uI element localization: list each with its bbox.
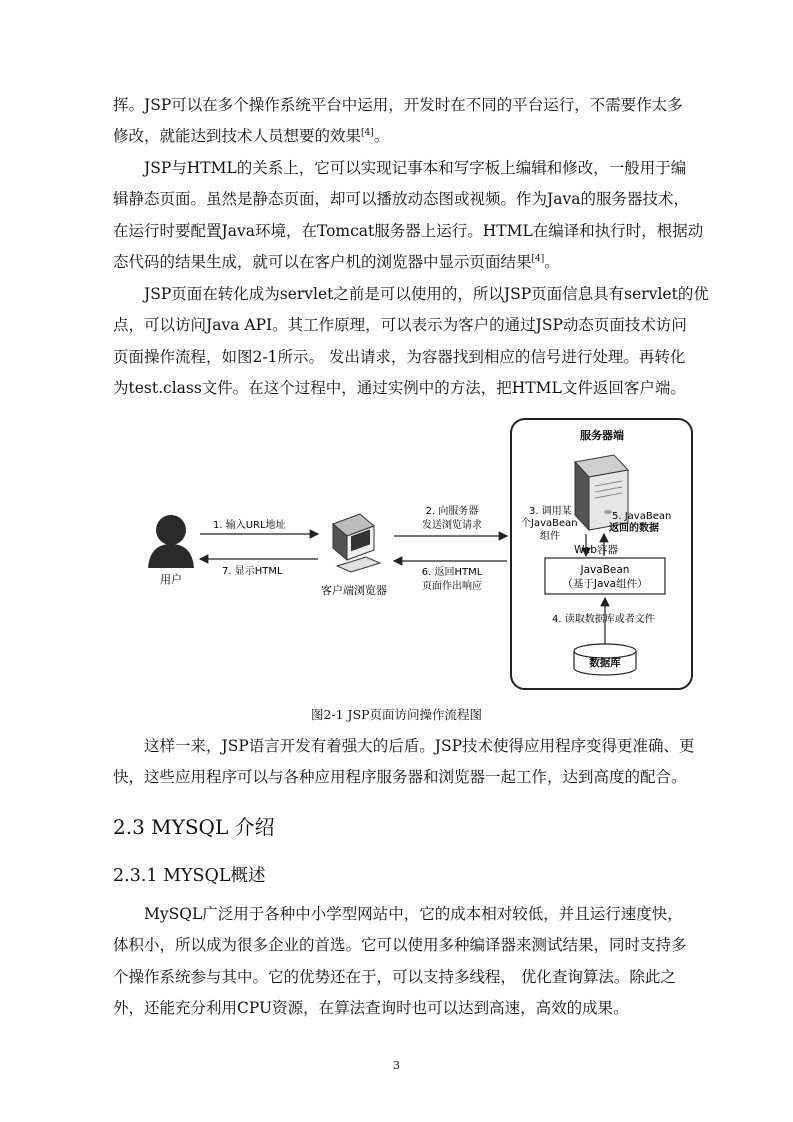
step4-label: 4. 读取数据库或者文件 [552,614,655,625]
text-line: MySQL广泛用于各种中小学型网站中，它的成本相对较低，并且运行速度快， [144,905,683,923]
user-label: 用户 [160,573,182,586]
step2-label: 发送浏览请求 [422,520,482,531]
text-line: 个操作系统参与其中。它的优势还在于，可以支持多线程， 优化查询算法。除此之 [113,967,676,986]
step7-label: 7. 显示HTML [222,566,283,577]
step6-label: 页面作出响应 [422,581,482,592]
text-line: 快，这些应用程序可以与各种应用程序服务器和浏览器一起工作，达到高度的配合。 [113,768,687,787]
paragraph-5 [113,899,695,1025]
text-line: 在运行时要配置Java环境，在Tomcat服务器上运行。HTML在编译和执行时，根据动 [113,221,704,240]
javabean-label: JavaBean [580,564,630,576]
section-heading: 2.3 MYSQL 介绍 [113,815,275,839]
step2-label: 2. 向服务器 [425,506,479,517]
text-line: 修改，就能达到技术人员想要的效果[4]。 [113,127,390,146]
step3-label: 3. 调用某 [529,506,572,517]
step3-label: 组件 [540,531,560,542]
step6-label: 6. 返回HTML [421,567,483,578]
text-line: JSP与HTML的关系上，它可以实现记事本和写字板上编辑和修改，一般用于编 [144,159,687,177]
text-line: 页面操作流程，如图2-1所示。 发出请求，为容器找到相应的信号进行处理。再转化 [113,347,686,366]
paragraph-4 [113,731,695,794]
text-line: 这样一来，JSP语言开发有着强大的后盾。JSP技术使得应用程序变得更准确、更 [144,737,695,755]
user-icon [148,515,194,568]
subsection-heading: 2.3.1 MYSQL概述 [113,866,266,886]
text-line: 态代码的结果生成，就可以在客户机的浏览器中显示页面结果[4]。 [113,253,560,272]
javabean-label: （基于Java组件） [562,578,648,590]
step5-label: 5. JavaBean [612,511,672,522]
citation: [4] [361,128,374,139]
page-number: 3 [393,1059,400,1072]
text-line: 点，可以访问Java API。其工作原理，可以表示为客户的通过JSP动态页面技术访问 [113,316,687,335]
step5-label: 返回的数据 [609,523,659,534]
text-line: 外，还能充分利用CPU资源，在算法查询时也可以达到高速，高效的成果。 [113,999,629,1018]
step1-label: 1. 输入URL地址 [213,520,286,531]
text-line: 挥。JSP可以在多个操作系统平台中运用，开发时在不同的平台运行，不需要作太多 [113,96,683,114]
text-line: JSP页面在转化成为servlet之前是可以使用的，所以JSP页面信息具有servlet的优 [144,285,709,303]
computer-icon [333,514,380,572]
text-line: 辑静态页面。虽然是静态页面，却可以播放动态图或视频。作为Java的服务器技术， [113,190,689,209]
server-side-label: 服务器端 [580,429,624,442]
web-container-label: Web容器 [574,544,618,556]
citation: [4] [531,254,545,265]
database-label: 数据库 [589,657,621,669]
step3-label: 个JavaBean [521,518,578,529]
text-line: 体积小，所以成为很多企业的首选。它可以使用多种编译器来测试结果，同时支持多 [113,936,687,955]
text-line: 为test.class文件。在这个过程中，通过实例中的方法，把HTML文件返回客户端。 [113,379,686,398]
figure-caption: 图2-1 JSP页面访问操作流程图 [310,707,483,722]
browser-label: 客户端浏览器 [321,584,387,597]
